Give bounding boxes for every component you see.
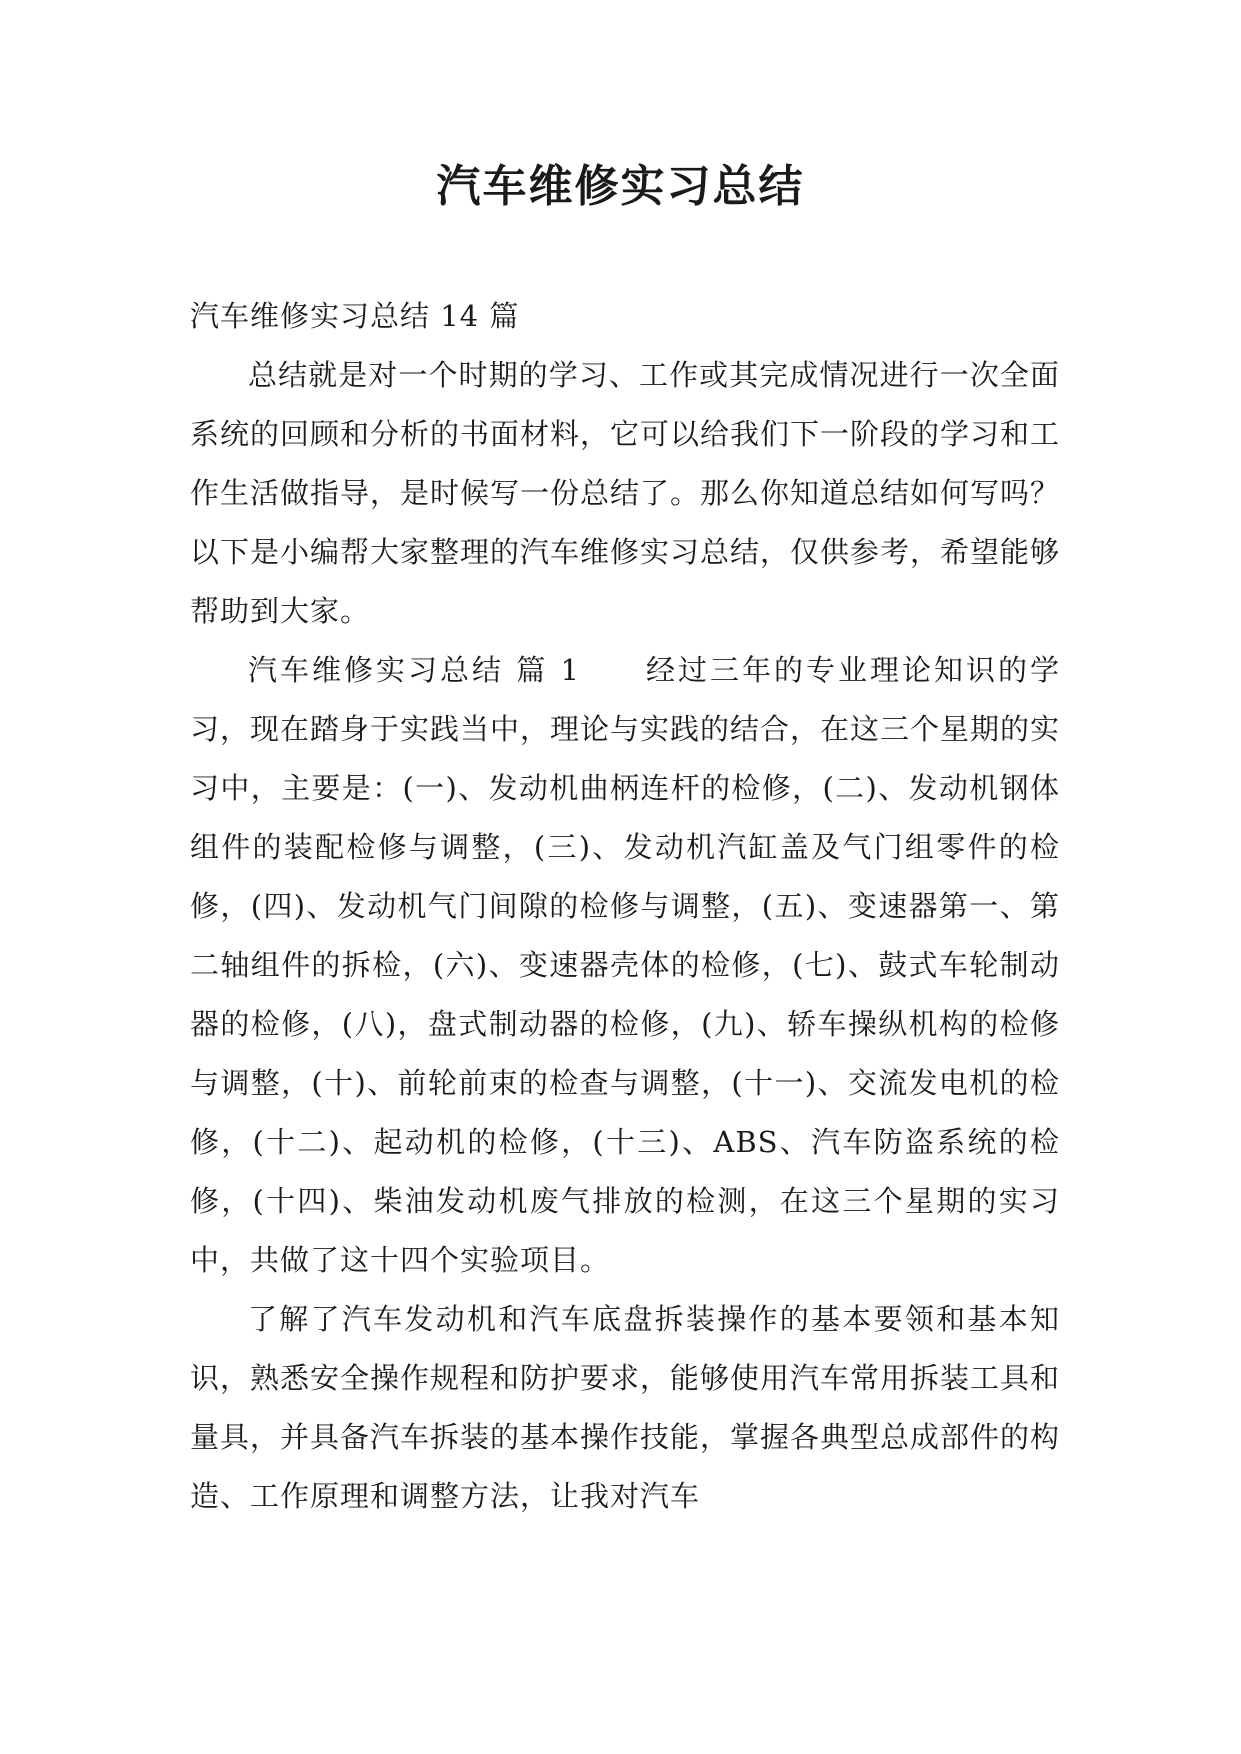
paragraph-part-1: 汽车维修实习总结 篇 1 经过三年的专业理论知识的学习，现在踏身于实践当中，理论与实践的结合，在这三个星期的实习中，主要是：(一)、发动机曲柄连杆的检修，(二)、发动机钢体组件的装配检修与调整，(三)、发动机汽缸盖及气门组零件的检修，(四)、发动机气门间隙的检修与调整，(五)、变速器第一、第二轴组件的拆检，(六)、变速器壳体的检修，(七)、鼓式车轮制动器的检修，(八)，盘式制动器的检修，(九)、轿车操纵机构的检修与调整，(十)、前轮前束的检查与调整，(十一)、交流发电机的检修，(十二)、起动机的检修，(十三)、ABS、汽车防盗系统的检修，(十四)、柴油发动机废气排放的检测，在这三个星期的实习中，共做了这十四个实验项目。 <box>190 653 1061 1277</box>
document-subtitle: 汽车维修实习总结 14 篇 <box>190 299 520 333</box>
paragraph-intro: 总结就是对一个时期的学习、工作或其完成情况进行一次全面系统的回顾和分析的书面材料，它可以给我们下一阶段的学习和工作生活做指导，是时候写一份总结了。那么你知道总结如何写吗？以下是小编帮大家整理的汽车维修实习总结，仅供参考，希望能够帮助到大家。 <box>190 358 1061 628</box>
document-body <box>190 287 1060 1526</box>
paragraph-part-1-continued: 了解了汽车发动机和汽车底盘拆装操作的基本要领和基本知识，熟悉安全操作规程和防护要求，能够使用汽车常用拆装工具和量具，并具备汽车拆装的基本操作技能，掌握各典型总成部件的构造、工作原理和调整方法，让我对汽车 <box>190 1302 1061 1513</box>
document-title: 汽车维修实习总结 <box>436 161 805 212</box>
